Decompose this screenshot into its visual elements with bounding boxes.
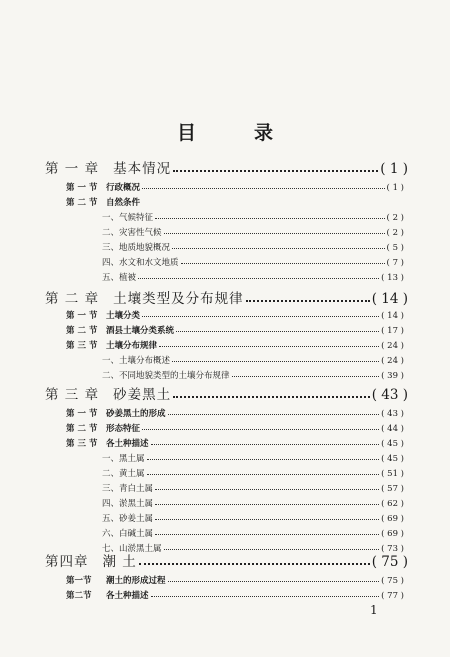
toc-entry-label [102, 256, 179, 268]
toc-entry-page: ( 1 ) [380, 161, 408, 177]
toc-entry-label [66, 407, 166, 419]
toc-sub-row [102, 211, 404, 223]
toc-entry-label [66, 574, 166, 586]
dot-leader [164, 233, 385, 234]
toc-chapter-row [45, 550, 408, 570]
toc-section-row [66, 339, 404, 351]
dot-leader [173, 396, 370, 398]
toc-entry-page: ( 14 ) [371, 291, 408, 307]
toc-entry-page: ( 69 ) [381, 529, 404, 539]
toc-entry-title: 一、气候特征 [102, 213, 154, 223]
toc-sub-row [102, 527, 404, 539]
dot-leader [142, 188, 385, 189]
toc-sub-row [102, 452, 404, 464]
toc-entry-number: 第 一 节 [66, 409, 98, 419]
toc-entry-number: 第 三 节 [66, 439, 98, 449]
toc-section-row [66, 574, 404, 586]
toc-entry-title: 四、淤黑土属 [102, 499, 154, 509]
toc-entry-label [102, 271, 136, 283]
toc-entry-label [45, 383, 171, 403]
dot-leader [142, 429, 379, 430]
dot-leader [232, 376, 380, 377]
toc-entry-title: 土壤类型及分布规律 [113, 291, 244, 307]
dot-leader [155, 218, 385, 219]
toc-entry-page: ( 24 ) [381, 356, 404, 366]
toc-sub-row [102, 467, 404, 479]
toc-entry-label [45, 287, 244, 307]
toc-entry-title: 五、植被 [102, 273, 137, 283]
toc-entry-title: 三、地质地貌概况 [102, 243, 171, 253]
dot-leader [142, 316, 379, 317]
dot-leader [173, 170, 378, 172]
toc-entry-title: 二、不同地貌类型的土壤分布规律 [102, 371, 230, 381]
toc-entry-title: 七、山淤黑土属 [102, 544, 162, 554]
toc-entry-title: 一、土壤分布概述 [102, 356, 171, 366]
dot-leader [147, 474, 380, 475]
toc-entry-title: 六、白碱土属 [102, 529, 154, 539]
toc-section-row [66, 589, 404, 601]
toc-entry-page: ( 45 ) [381, 439, 404, 449]
toc-sub-row [102, 354, 404, 366]
toc-entry-page: ( 77 ) [381, 591, 404, 601]
toc-entry-title: 形态特征 [106, 424, 141, 434]
dot-leader [155, 534, 379, 535]
toc-entry-title: 各土种描述 [106, 439, 149, 449]
toc-entry-page: ( 17 ) [381, 326, 404, 336]
toc-entry-page: ( 39 ) [381, 371, 404, 381]
dot-leader [172, 361, 379, 362]
toc-sub-row [102, 226, 404, 238]
toc-section-row [66, 196, 404, 208]
toc-section-row [66, 437, 404, 449]
toc-entry-page: ( 51 ) [381, 469, 404, 479]
toc-entry-label [45, 550, 137, 570]
dot-leader [168, 581, 380, 582]
toc-entry-page: ( 43 ) [381, 409, 404, 419]
dot-leader [151, 444, 380, 445]
toc-entry-label [102, 369, 230, 381]
dot-leader [172, 248, 385, 249]
toc-sub-row [102, 241, 404, 253]
toc-entry-label [102, 211, 153, 223]
toc-entry-number: 第 二 节 [66, 326, 98, 336]
toc-entry-page: ( 2 ) [386, 228, 404, 238]
dot-leader [155, 519, 379, 520]
toc-entry-title: 二、灾害性气候 [102, 228, 162, 238]
toc-entry-label [66, 324, 174, 336]
toc-entry-label [102, 512, 153, 524]
toc-entry-title: 潮土的形成过程 [106, 576, 166, 586]
toc-entry-title: 自然条件 [106, 198, 141, 208]
dot-leader [155, 504, 379, 505]
toc-entry-title: 行政概况 [106, 183, 141, 193]
page-number: 1 [370, 603, 378, 617]
dot-leader [181, 263, 385, 264]
toc-entry-label [102, 497, 153, 509]
toc-entry-page: ( 5 ) [386, 243, 404, 253]
toc-entry-title: 砂姜黑土 [113, 387, 172, 403]
toc-entry-label [66, 422, 140, 434]
toc-section-row [66, 324, 404, 336]
toc-sub-row [102, 369, 404, 381]
toc-entry-number: 第 三 章 [45, 387, 100, 403]
toc-entry-title: 各土种描述 [106, 591, 149, 601]
toc-entry-page: ( 7 ) [386, 258, 404, 268]
toc-entry-label [66, 196, 140, 208]
toc-entry-number: 第一节 [66, 576, 92, 586]
toc-entry-label [102, 241, 170, 253]
toc-entry-label [102, 452, 145, 464]
toc-entry-label [102, 467, 145, 479]
toc-entry-page: ( 43 ) [371, 387, 408, 403]
toc-entry-label [102, 482, 153, 494]
toc-entry-label [66, 181, 140, 193]
toc-section-row [66, 422, 404, 434]
dot-leader [246, 300, 370, 302]
toc-entry-page: ( 14 ) [381, 311, 404, 321]
toc-section-row [66, 181, 404, 193]
toc-entry-label [102, 527, 153, 539]
toc-chapter-row [45, 383, 408, 403]
toc-entry-number: 第 一 节 [66, 311, 98, 321]
toc-entry-page: ( 57 ) [381, 484, 404, 494]
toc-entry-number: 第 三 节 [66, 341, 98, 351]
toc-entry-title: 土壤分布规律 [106, 341, 158, 351]
dot-leader [155, 489, 379, 490]
toc-entry-title: 基本情况 [113, 161, 172, 177]
toc-entry-label [66, 437, 149, 449]
toc-entry-page: ( 44 ) [381, 424, 404, 434]
toc-entry-title: 潮 土 [102, 554, 137, 570]
toc-entry-page: ( 45 ) [381, 454, 404, 464]
toc-entry-page: ( 13 ) [381, 273, 404, 283]
dot-leader [168, 414, 380, 415]
dot-leader [138, 278, 379, 279]
toc-entry-title: 五、砂姜土属 [102, 514, 154, 524]
toc-section-row [66, 407, 404, 419]
dot-leader [147, 459, 380, 460]
toc-entry-title: 二、黄土属 [102, 469, 145, 479]
toc-entry-number: 第 二 章 [45, 291, 100, 307]
toc-sub-row [102, 497, 404, 509]
toc-entry-label [102, 354, 170, 366]
toc-entry-number: 第 一 章 [45, 161, 100, 177]
toc-entry-page: ( 73 ) [381, 544, 404, 554]
toc-entry-title: 一、黑土属 [102, 454, 145, 464]
toc-entry-page: ( 24 ) [381, 341, 404, 351]
toc-entry-page: ( 75 ) [381, 576, 404, 586]
toc-entry-page: ( 75 ) [371, 554, 408, 570]
toc-entry-page: ( 62 ) [381, 499, 404, 509]
toc-entry-number: 第二节 [66, 591, 92, 601]
toc-entry-page: ( 1 ) [386, 183, 404, 193]
toc-entry-number: 第 一 节 [66, 183, 98, 193]
toc-entry-label [102, 226, 162, 238]
dot-leader [139, 563, 370, 565]
page-title: 目录 [176, 122, 331, 144]
toc-sub-row [102, 512, 404, 524]
toc-entry-number: 第 二 节 [66, 198, 98, 208]
toc-entry-page: ( 2 ) [386, 213, 404, 223]
toc-entry-label [66, 339, 157, 351]
toc-entry-label [66, 589, 149, 601]
toc-entry-number: 第四章 [45, 554, 89, 570]
toc-entry-title: 酒县土壤分类系统 [106, 326, 175, 336]
toc-entry-number: 第 二 节 [66, 424, 98, 434]
toc-entry-title: 砂姜黑土的形成 [106, 409, 166, 419]
toc-entry-page: ( 69 ) [381, 514, 404, 524]
dot-leader [151, 596, 380, 597]
toc-entry-title: 三、青白土属 [102, 484, 154, 494]
toc-entry-label [66, 309, 140, 321]
toc-chapter-row [45, 157, 408, 177]
toc-section-row [66, 309, 404, 321]
toc-entry-title: 四、水文和水文地质 [102, 258, 179, 268]
toc-sub-row [102, 482, 404, 494]
toc-sub-row [102, 256, 404, 268]
toc-entry-label [45, 157, 171, 177]
toc-chapter-row [45, 287, 408, 307]
dot-leader [159, 346, 379, 347]
toc-entry-title: 土壤分类 [106, 311, 141, 321]
dot-leader [176, 331, 379, 332]
toc-sub-row [102, 271, 404, 283]
